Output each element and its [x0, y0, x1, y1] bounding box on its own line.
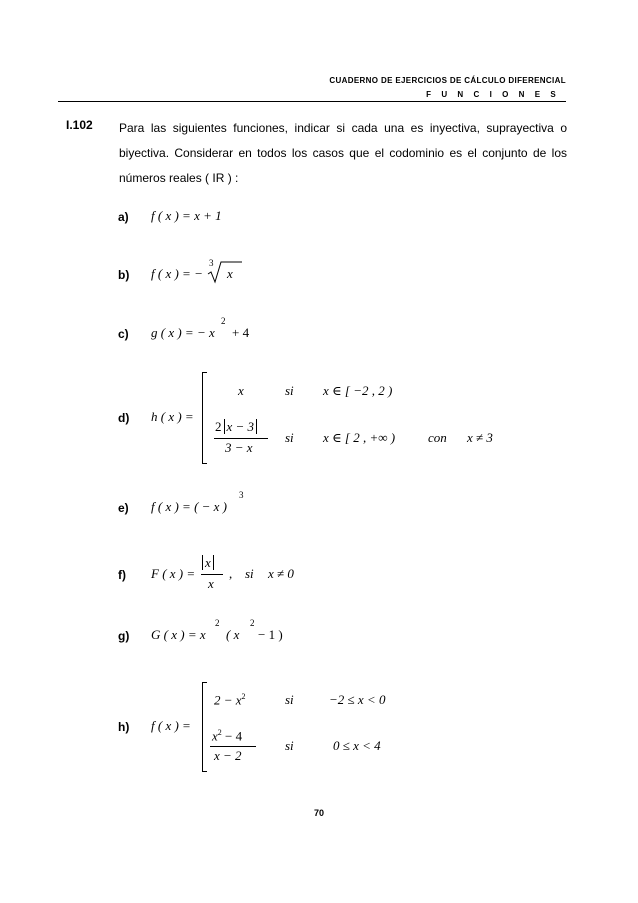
- item-b-radical-icon: [207, 260, 243, 284]
- item-c-exponent: 2: [221, 316, 226, 326]
- item-h-case1-si: si: [285, 692, 294, 707]
- item-d-num-coef: 2: [215, 419, 222, 434]
- item-d-case2-cond: x ∈ [ 2 , +∞ ): [323, 430, 396, 445]
- item-f-fraction-line: [201, 574, 223, 575]
- item-g-rest: − 1 ): [258, 627, 283, 642]
- item-a-formula: f ( x ) = x + 1: [151, 208, 222, 223]
- abs-bar-right: [213, 555, 214, 570]
- item-c-rest: + 4: [232, 325, 250, 340]
- item-h-case2-si: si: [285, 738, 294, 753]
- item-d-case2-con: con: [428, 430, 447, 445]
- abs-bar-left: [224, 419, 225, 434]
- item-b-radicand: x: [227, 266, 233, 281]
- item-h-case1-base: 2 − x: [214, 692, 242, 708]
- problem-number: I.102: [66, 118, 93, 132]
- item-h-case1-expr: [214, 692, 246, 708]
- abs-bar-right: [256, 419, 257, 434]
- item-f-cond: x ≠ 0: [268, 566, 294, 581]
- item-d-case1-cond: x ∈ [ −2 , 2 ): [323, 383, 393, 398]
- abs-bar-left: [202, 555, 203, 570]
- item-b-root-index: 3: [209, 258, 214, 268]
- item-d-lhs: h ( x ) =: [151, 409, 194, 424]
- page-number: 70: [313, 808, 324, 818]
- item-b-label: b): [118, 268, 130, 282]
- item-f-comma: ,: [229, 566, 233, 581]
- item-h-case2-denominator: x − 2: [214, 748, 242, 763]
- item-f-label: f): [118, 568, 126, 582]
- item-d-brace: [202, 372, 207, 464]
- item-g-lhs: G ( x ) = x: [151, 627, 206, 642]
- header-title: CUADERNO DE EJERCICIOS DE CÁLCULO DIFERENCIAL: [329, 76, 566, 85]
- item-h-label: h): [118, 720, 130, 734]
- item-g-mid: ( x: [226, 627, 240, 642]
- item-a-label: a): [118, 210, 129, 224]
- header-rule: [58, 101, 566, 102]
- item-f-num: x: [205, 555, 211, 570]
- item-h-num-base: x: [212, 728, 218, 744]
- item-d-case1-expr: x: [238, 383, 244, 398]
- item-h-brace: [202, 682, 207, 772]
- item-d-case1-si: si: [285, 383, 294, 398]
- item-d-case2-denominator: 3 − x: [225, 440, 253, 455]
- item-e-label: e): [118, 501, 129, 515]
- item-f-lhs: F ( x ) =: [151, 566, 196, 581]
- item-b-formula: f ( x ) = −: [151, 266, 203, 281]
- item-h-case1-cond: −2 ≤ x < 0: [329, 692, 386, 707]
- item-d-fraction-line: [214, 438, 268, 439]
- item-d-case2-si: si: [285, 430, 294, 445]
- item-f-si: si: [245, 566, 254, 581]
- item-d-case2-numerator: [215, 419, 259, 435]
- item-h-num-exp: 2: [217, 728, 222, 737]
- item-f-numerator: [200, 555, 216, 571]
- item-h-lhs: f ( x ) =: [151, 718, 191, 733]
- item-f-denominator: x: [208, 576, 214, 591]
- item-d-label: d): [118, 411, 130, 425]
- item-e-exponent: 3: [239, 490, 244, 500]
- item-g-label: g): [118, 629, 130, 643]
- item-e-formula: f ( x ) = ( − x ): [151, 499, 228, 514]
- item-d-num-inner: x − 3: [226, 419, 255, 434]
- item-h-fraction-line: [210, 746, 256, 747]
- header-subtitle: FUNCIONES: [426, 90, 566, 99]
- item-c-label: c): [118, 327, 129, 341]
- item-g-exponent-1: 2: [215, 618, 220, 628]
- item-d-case2-extra: x ≠ 3: [467, 430, 493, 445]
- item-c-formula: g ( x ) = − x: [151, 325, 215, 340]
- item-h-case2-cond: 0 ≤ x < 4: [333, 738, 381, 753]
- item-h-case1-exp: 2: [241, 692, 246, 701]
- problem-statement: Para las siguientes funciones, indicar si cada una es inyectiva, suprayectiva o biyectiva. Considerar en todos los casos que el codominio es el conjunto de los números reales ( IR ) :: [119, 121, 567, 185]
- item-h-num-rest: − 4: [225, 728, 243, 744]
- item-g-exponent-2: 2: [250, 618, 255, 628]
- item-h-case2-numerator: [212, 728, 242, 744]
